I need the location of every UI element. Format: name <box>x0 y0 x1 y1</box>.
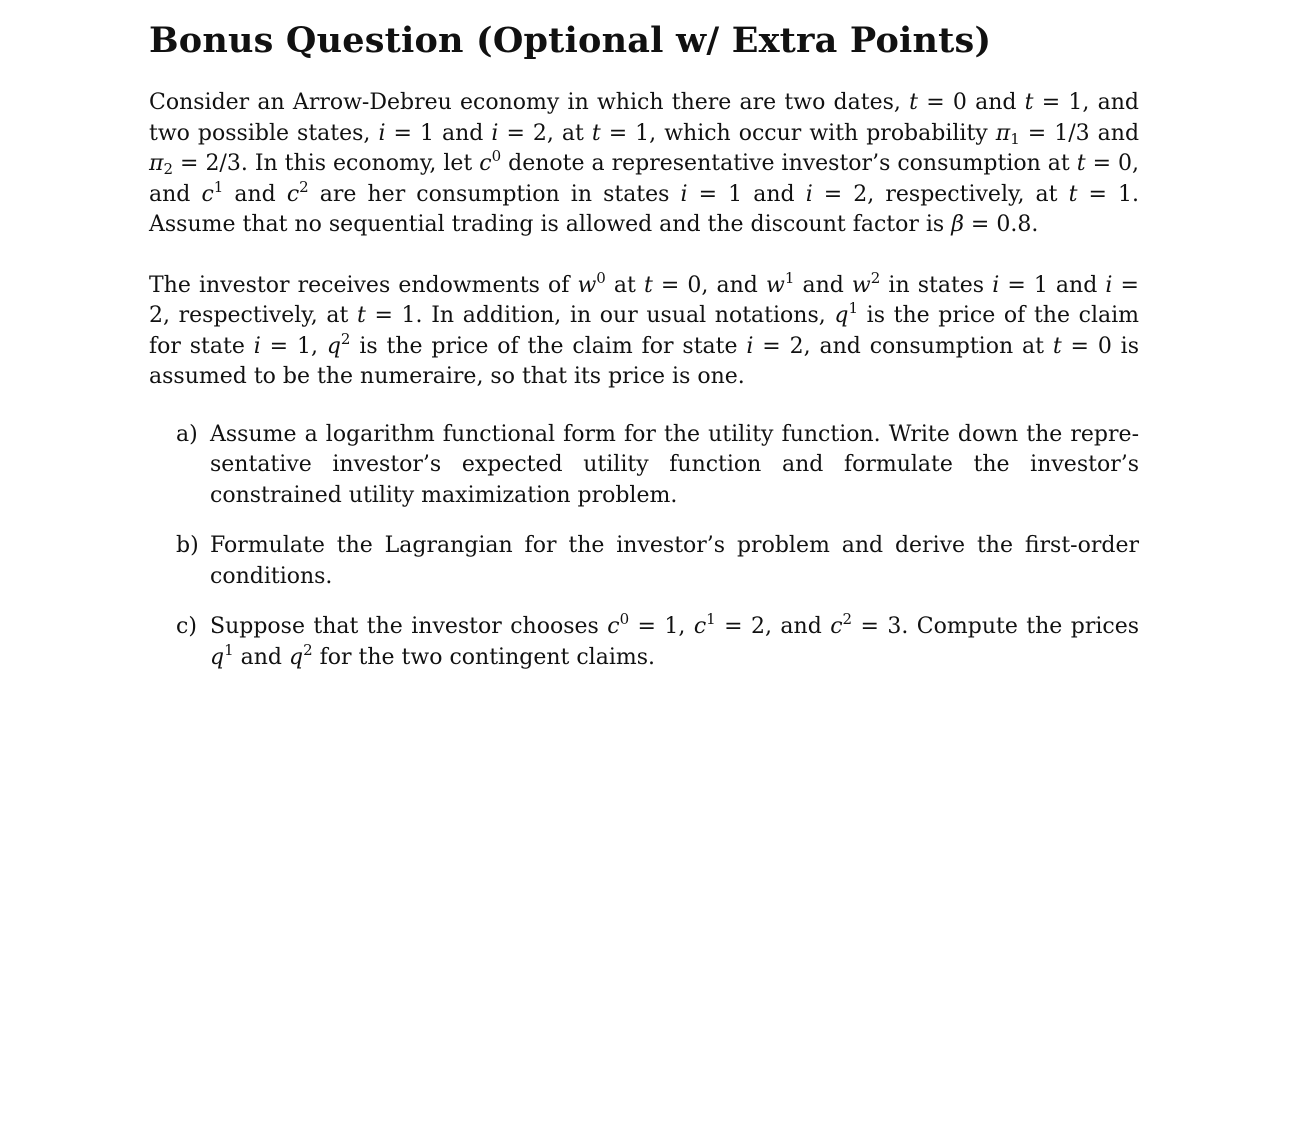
part-label: c) <box>176 614 197 639</box>
part-label: b) <box>176 533 199 558</box>
part-text: Suppose that the investor chooses $c^0 = 1$, $c^1 = 2$, and $c^2 = 3$. Compute the prices $q^1$ and $q^2$ for the two contingent claims. <box>210 610 1140 670</box>
intro-paragraph: Consider an Arrow-Debreu economy in which there are two dates, t = 0 and t = 1, and two possible states, i = 1 and i = 2, at t = 1, which occur with probability $\pi_1 = 1/3$ and $\pi_2 = 2/3$. In this economy, let $c^0$ denote a representative investor’s consumption at t = 0, and $c^1$ and $c^2$ are her consumption in states i = 1 and i = 2, respectively, at t = 1. Assume that no sequential trading is allowed and the discount factor is β = 0.8. <box>149 90 1140 237</box>
part-label: a) <box>176 421 198 447</box>
endowment-paragraph: The investor receives endowments of $w^0$ at t = 0, and $w^1$ and $w^2$ in states i = 1 and i = 2, respectively, at t = 1. In addition, in our usual notations, $q^1$ is the price of the claim for state i = 1, $q^2$ is the price of the claim for state i = 2, and consumption at t = 0 is assumed to be the numeraire, so that its price is one. <box>149 268 1140 389</box>
question-parts-list <box>149 420 1139 674</box>
question-title: Bonus Question (Optional w/ Extra Points) <box>149 20 992 61</box>
part-text: Formulate the Lagrangian for the investor’s problem and derive the first-order conditions. <box>210 533 1139 589</box>
question-part-a <box>176 420 1139 512</box>
question-part-b <box>176 531 1139 592</box>
part-text: Assume a logarithm functional form for the utility function. Write down the representative investor’s expected utility function and formulate the investor’s constrained utility maximization problem. <box>210 421 1139 508</box>
question-part-c <box>176 610 1140 673</box>
question-document <box>149 18 1139 693</box>
